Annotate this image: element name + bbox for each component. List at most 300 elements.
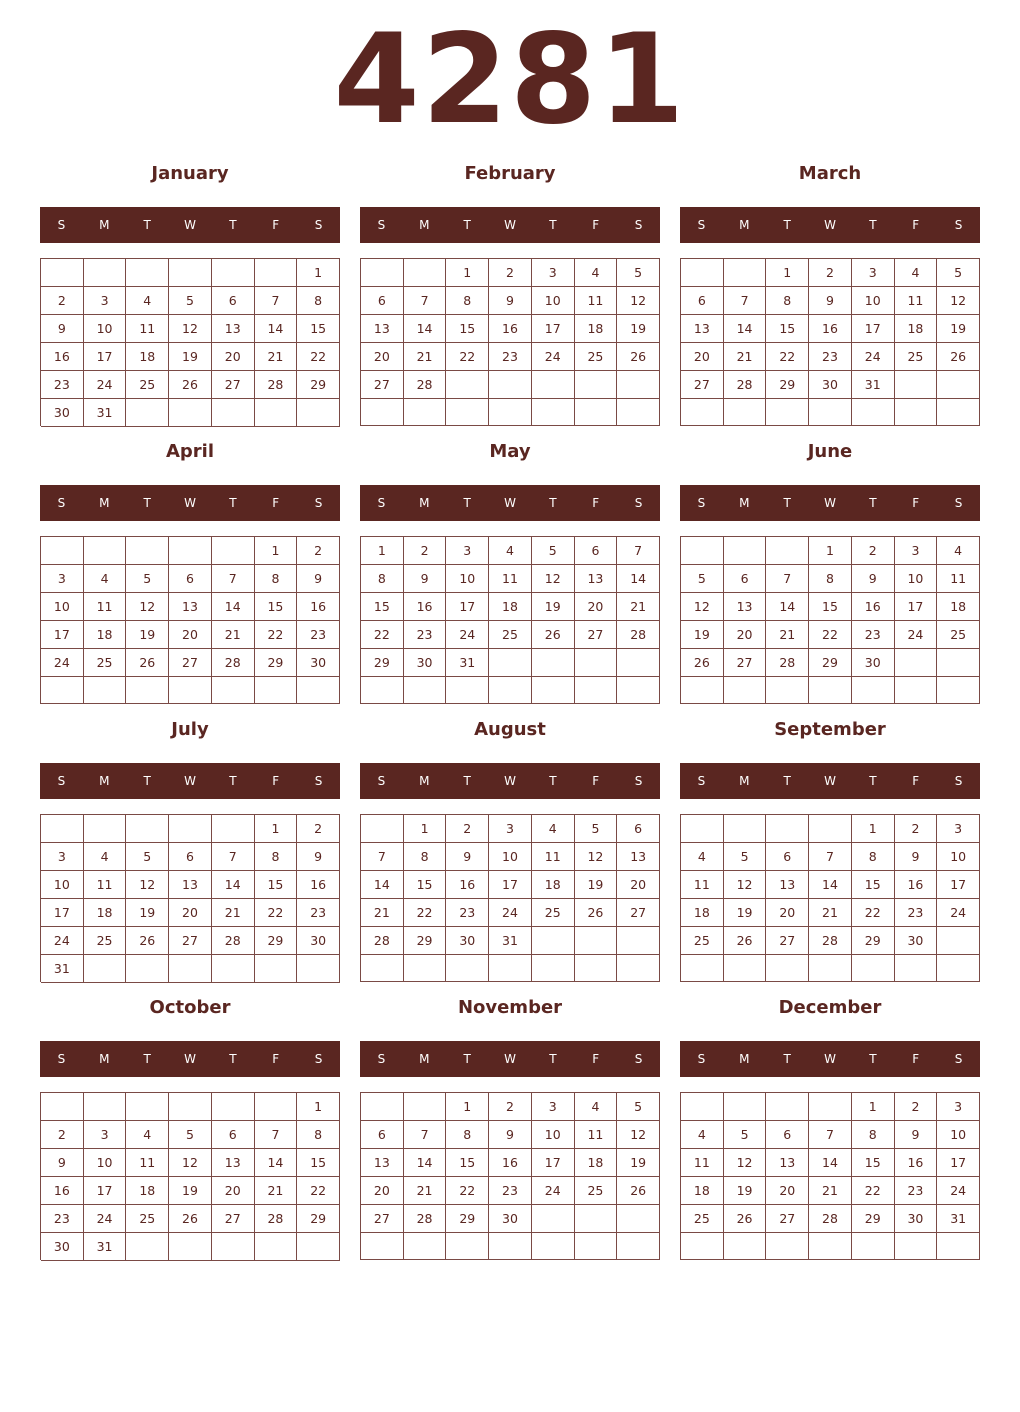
month-june (680, 440, 980, 704)
day-cell: 3 (41, 843, 84, 871)
weekday-label: S (954, 1052, 963, 1066)
day-cell: 13 (575, 565, 618, 593)
weekday-label: S (634, 1052, 643, 1066)
day-cell: 15 (766, 315, 809, 343)
empty-day-cell (255, 1093, 298, 1121)
day-cell: 3 (489, 815, 532, 843)
day-cell: 26 (575, 899, 618, 927)
weekday-label: S (697, 1052, 706, 1066)
day-cell: 11 (575, 1121, 618, 1149)
day-cell: 10 (489, 843, 532, 871)
weekday-label: M (419, 1052, 430, 1066)
day-cell: 1 (446, 1093, 489, 1121)
day-cell: 21 (404, 343, 447, 371)
weekday-label: F (592, 496, 600, 510)
day-cell: 30 (852, 649, 895, 677)
day-cell: 27 (724, 649, 767, 677)
day-cell: 24 (41, 649, 84, 677)
day-cell: 30 (404, 649, 447, 677)
day-cell: 2 (297, 815, 340, 843)
empty-day-cell (404, 399, 447, 426)
empty-day-cell (617, 1233, 660, 1260)
day-cell: 7 (361, 843, 404, 871)
empty-day-cell (681, 1233, 724, 1260)
day-cell: 17 (532, 315, 575, 343)
day-cell: 9 (489, 287, 532, 315)
weekday-label: S (954, 496, 963, 510)
day-cell: 20 (766, 899, 809, 927)
day-cell: 31 (852, 371, 895, 399)
empty-day-cell (446, 677, 489, 704)
empty-day-cell (489, 677, 532, 704)
empty-day-cell (361, 399, 404, 426)
day-cell: 6 (766, 843, 809, 871)
day-cell: 20 (766, 1177, 809, 1205)
month-name: June (807, 441, 853, 462)
month-september (680, 718, 980, 982)
month-july (40, 718, 340, 982)
day-cell: 26 (724, 927, 767, 955)
day-cell: 22 (809, 621, 852, 649)
day-cell: 24 (41, 927, 84, 955)
day-cell: 6 (212, 1121, 255, 1149)
empty-day-cell (41, 537, 84, 565)
weekday-label: T (463, 1052, 471, 1066)
day-cell: 28 (617, 621, 660, 649)
day-cell: 15 (361, 593, 404, 621)
day-cell: 2 (404, 537, 447, 565)
day-cell: 8 (766, 287, 809, 315)
day-cell: 12 (169, 1149, 212, 1177)
day-cell: 16 (297, 871, 340, 899)
day-cell: 28 (809, 927, 852, 955)
month-january (40, 162, 340, 426)
empty-day-cell (532, 955, 575, 982)
day-cell: 25 (575, 1177, 618, 1205)
month-name: January (151, 163, 229, 184)
day-cell: 19 (617, 315, 660, 343)
day-cell: 12 (937, 287, 980, 315)
day-cell: 20 (724, 621, 767, 649)
weekday-label: T (143, 496, 151, 510)
day-cell: 24 (84, 1205, 127, 1233)
day-cell: 13 (169, 593, 212, 621)
day-cell: 30 (446, 927, 489, 955)
weekday-label: S (377, 774, 386, 788)
empty-day-cell (41, 677, 84, 704)
weekday-label: M (99, 1052, 110, 1066)
weekday-label: T (463, 774, 471, 788)
day-cell: 22 (446, 1177, 489, 1205)
day-cell: 10 (937, 1121, 980, 1149)
day-cell: 9 (489, 1121, 532, 1149)
day-cell: 17 (41, 621, 84, 649)
empty-day-cell (681, 537, 724, 565)
day-cell: 24 (937, 1177, 980, 1205)
day-cell: 1 (852, 1093, 895, 1121)
day-cell: 10 (446, 565, 489, 593)
weekday-label: T (869, 218, 877, 232)
day-cell: 17 (895, 593, 938, 621)
weekday-header (360, 1041, 660, 1077)
weekday-label: F (592, 1052, 600, 1066)
day-cell: 28 (404, 371, 447, 399)
empty-day-cell (895, 955, 938, 982)
day-cell: 2 (489, 1093, 532, 1121)
day-cell: 27 (361, 1205, 404, 1233)
day-cell: 3 (41, 565, 84, 593)
empty-day-cell (404, 1093, 447, 1121)
day-cell: 2 (895, 1093, 938, 1121)
day-cell: 20 (361, 1177, 404, 1205)
weekday-label: M (99, 218, 110, 232)
weekday-label: M (739, 218, 750, 232)
empty-day-cell (212, 955, 255, 983)
day-cell: 12 (126, 871, 169, 899)
empty-day-cell (724, 815, 767, 843)
empty-day-cell (766, 677, 809, 704)
day-cell: 1 (255, 537, 298, 565)
day-cell: 17 (84, 343, 127, 371)
day-cell: 30 (297, 927, 340, 955)
day-cell: 27 (212, 371, 255, 399)
day-cell: 11 (937, 565, 980, 593)
empty-day-cell (575, 399, 618, 426)
day-cell: 4 (126, 1121, 169, 1149)
day-cell: 26 (169, 371, 212, 399)
empty-day-cell (361, 1233, 404, 1260)
day-cell: 8 (446, 287, 489, 315)
day-cell: 15 (852, 1149, 895, 1177)
day-cell: 15 (255, 871, 298, 899)
day-grid (680, 1092, 980, 1260)
empty-day-cell (681, 955, 724, 982)
empty-day-cell (575, 1205, 618, 1233)
empty-day-cell (169, 815, 212, 843)
empty-day-cell (169, 399, 212, 427)
day-cell: 14 (809, 871, 852, 899)
day-cell: 9 (297, 843, 340, 871)
day-cell: 8 (809, 565, 852, 593)
empty-day-cell (681, 677, 724, 704)
day-cell: 22 (255, 899, 298, 927)
weekday-label: S (697, 496, 706, 510)
day-cell: 8 (297, 1121, 340, 1149)
day-cell: 25 (681, 1205, 724, 1233)
day-cell: 21 (404, 1177, 447, 1205)
weekday-label: T (229, 774, 237, 788)
day-cell: 9 (41, 1149, 84, 1177)
month-name: April (165, 441, 215, 462)
day-cell: 16 (41, 343, 84, 371)
day-cell: 21 (212, 621, 255, 649)
day-cell: 22 (255, 621, 298, 649)
day-cell: 17 (489, 871, 532, 899)
day-cell: 4 (681, 843, 724, 871)
day-cell: 14 (361, 871, 404, 899)
day-cell: 9 (852, 565, 895, 593)
month-name: July (171, 719, 209, 740)
empty-day-cell (532, 371, 575, 399)
weekday-label: T (869, 496, 877, 510)
month-april (40, 440, 340, 704)
day-cell: 5 (617, 259, 660, 287)
empty-day-cell (297, 955, 340, 983)
weekday-label: W (184, 218, 196, 232)
empty-day-cell (575, 1233, 618, 1260)
day-cell: 1 (361, 537, 404, 565)
day-cell: 18 (895, 315, 938, 343)
day-cell: 6 (169, 565, 212, 593)
weekday-label: T (463, 218, 471, 232)
day-cell: 6 (169, 843, 212, 871)
day-cell: 13 (724, 593, 767, 621)
weekday-header (360, 763, 660, 799)
weekday-label: S (57, 218, 66, 232)
day-cell: 28 (255, 371, 298, 399)
weekday-label: S (57, 1052, 66, 1066)
day-cell: 13 (361, 315, 404, 343)
empty-day-cell (724, 1093, 767, 1121)
day-cell: 20 (681, 343, 724, 371)
day-cell: 5 (575, 815, 618, 843)
day-cell: 31 (41, 955, 84, 983)
day-cell: 8 (404, 843, 447, 871)
day-cell: 17 (937, 1149, 980, 1177)
empty-day-cell (84, 537, 127, 565)
day-cell: 8 (446, 1121, 489, 1149)
empty-day-cell (852, 677, 895, 704)
day-cell: 26 (126, 927, 169, 955)
day-cell: 15 (297, 1149, 340, 1177)
empty-day-cell (361, 259, 404, 287)
empty-day-cell (809, 399, 852, 426)
day-cell: 18 (532, 871, 575, 899)
day-cell: 14 (404, 315, 447, 343)
empty-day-cell (41, 815, 84, 843)
day-cell: 29 (255, 927, 298, 955)
day-cell: 10 (41, 871, 84, 899)
day-cell: 19 (532, 593, 575, 621)
month-name: March (798, 163, 862, 184)
day-cell: 27 (361, 371, 404, 399)
day-cell: 6 (724, 565, 767, 593)
day-cell: 7 (809, 1121, 852, 1149)
day-cell: 4 (681, 1121, 724, 1149)
day-cell: 25 (84, 927, 127, 955)
day-cell: 1 (297, 259, 340, 287)
empty-day-cell (404, 259, 447, 287)
day-cell: 12 (575, 843, 618, 871)
empty-day-cell (617, 371, 660, 399)
weekday-header (680, 485, 980, 521)
day-cell: 26 (724, 1205, 767, 1233)
day-cell: 10 (41, 593, 84, 621)
empty-day-cell (489, 649, 532, 677)
empty-day-cell (724, 1233, 767, 1260)
day-cell: 3 (84, 1121, 127, 1149)
day-cell: 6 (361, 287, 404, 315)
weekday-label: F (912, 218, 920, 232)
empty-day-cell (937, 1233, 980, 1260)
day-grid (360, 1092, 660, 1260)
day-cell: 5 (937, 259, 980, 287)
weekday-header (40, 207, 340, 243)
day-cell: 22 (852, 1177, 895, 1205)
day-cell: 27 (169, 649, 212, 677)
day-cell: 23 (41, 1205, 84, 1233)
empty-day-cell (84, 1093, 127, 1121)
day-cell: 22 (852, 899, 895, 927)
day-cell: 24 (532, 343, 575, 371)
day-cell: 28 (361, 927, 404, 955)
empty-day-cell (766, 1233, 809, 1260)
day-cell: 25 (895, 343, 938, 371)
day-cell: 16 (297, 593, 340, 621)
day-cell: 16 (404, 593, 447, 621)
weekday-label: S (57, 496, 66, 510)
empty-day-cell (297, 677, 340, 704)
empty-day-cell (617, 1205, 660, 1233)
weekday-label: W (504, 1052, 516, 1066)
day-cell: 1 (255, 815, 298, 843)
day-cell: 18 (84, 899, 127, 927)
day-cell: 21 (809, 899, 852, 927)
weekday-label: W (504, 218, 516, 232)
empty-day-cell (126, 677, 169, 704)
day-cell: 4 (895, 259, 938, 287)
empty-day-cell (895, 649, 938, 677)
day-cell: 18 (575, 315, 618, 343)
month-name: May (489, 441, 531, 462)
empty-day-cell (809, 677, 852, 704)
day-cell: 2 (895, 815, 938, 843)
day-cell: 24 (937, 899, 980, 927)
day-cell: 11 (84, 871, 127, 899)
day-cell: 26 (937, 343, 980, 371)
weekday-label: M (419, 218, 430, 232)
empty-day-cell (255, 677, 298, 704)
day-cell: 7 (255, 1121, 298, 1149)
day-cell: 14 (724, 315, 767, 343)
empty-day-cell (532, 649, 575, 677)
day-cell: 30 (297, 649, 340, 677)
day-cell: 31 (489, 927, 532, 955)
empty-day-cell (126, 815, 169, 843)
empty-day-cell (169, 537, 212, 565)
empty-day-cell (41, 1093, 84, 1121)
day-cell: 21 (617, 593, 660, 621)
day-cell: 4 (126, 287, 169, 315)
day-cell: 26 (681, 649, 724, 677)
empty-day-cell (681, 399, 724, 426)
day-cell: 30 (895, 1205, 938, 1233)
day-cell: 11 (575, 287, 618, 315)
empty-day-cell (724, 677, 767, 704)
day-cell: 16 (489, 1149, 532, 1177)
weekday-label: S (377, 496, 386, 510)
day-cell: 25 (532, 899, 575, 927)
day-cell: 12 (169, 315, 212, 343)
day-cell: 11 (895, 287, 938, 315)
empty-day-cell (575, 649, 618, 677)
day-cell: 6 (617, 815, 660, 843)
day-cell: 20 (212, 1177, 255, 1205)
weekday-label: W (504, 774, 516, 788)
empty-day-cell (255, 1233, 298, 1261)
empty-day-cell (617, 955, 660, 982)
day-cell: 4 (937, 537, 980, 565)
weekday-label: T (783, 496, 791, 510)
day-cell: 17 (532, 1149, 575, 1177)
day-cell: 12 (617, 287, 660, 315)
day-cell: 6 (212, 287, 255, 315)
day-cell: 15 (255, 593, 298, 621)
day-cell: 11 (681, 1149, 724, 1177)
day-cell: 21 (255, 1177, 298, 1205)
day-cell: 22 (361, 621, 404, 649)
weekday-label: F (592, 218, 600, 232)
empty-day-cell (84, 677, 127, 704)
day-cell: 22 (404, 899, 447, 927)
day-cell: 14 (255, 1149, 298, 1177)
day-cell: 2 (809, 259, 852, 287)
day-cell: 18 (575, 1149, 618, 1177)
empty-day-cell (532, 399, 575, 426)
day-cell: 8 (255, 565, 298, 593)
day-cell: 9 (297, 565, 340, 593)
empty-day-cell (532, 1233, 575, 1260)
day-cell: 31 (937, 1205, 980, 1233)
day-cell: 17 (937, 871, 980, 899)
day-grid (360, 814, 660, 982)
day-cell: 8 (255, 843, 298, 871)
empty-day-cell (937, 677, 980, 704)
weekday-label: T (549, 218, 557, 232)
day-cell: 12 (724, 1149, 767, 1177)
day-cell: 11 (84, 593, 127, 621)
day-cell: 25 (937, 621, 980, 649)
day-cell: 15 (446, 315, 489, 343)
weekday-label: S (377, 1052, 386, 1066)
empty-day-cell (895, 399, 938, 426)
day-cell: 14 (212, 593, 255, 621)
empty-day-cell (575, 371, 618, 399)
weekday-label: T (549, 1052, 557, 1066)
weekday-label: W (824, 496, 836, 510)
day-cell: 3 (532, 259, 575, 287)
day-grid (680, 258, 980, 426)
day-cell: 25 (489, 621, 532, 649)
day-cell: 23 (446, 899, 489, 927)
day-cell: 23 (489, 1177, 532, 1205)
day-grid (40, 814, 340, 982)
weekday-label: W (824, 1052, 836, 1066)
day-cell: 4 (532, 815, 575, 843)
day-cell: 7 (766, 565, 809, 593)
month-march (680, 162, 980, 426)
day-grid (40, 536, 340, 704)
day-cell: 23 (297, 899, 340, 927)
day-cell: 10 (84, 315, 127, 343)
day-cell: 5 (126, 843, 169, 871)
empty-day-cell (361, 815, 404, 843)
day-cell: 27 (169, 927, 212, 955)
weekday-label: M (739, 496, 750, 510)
day-cell: 19 (126, 899, 169, 927)
day-cell: 19 (575, 871, 618, 899)
day-cell: 19 (937, 315, 980, 343)
